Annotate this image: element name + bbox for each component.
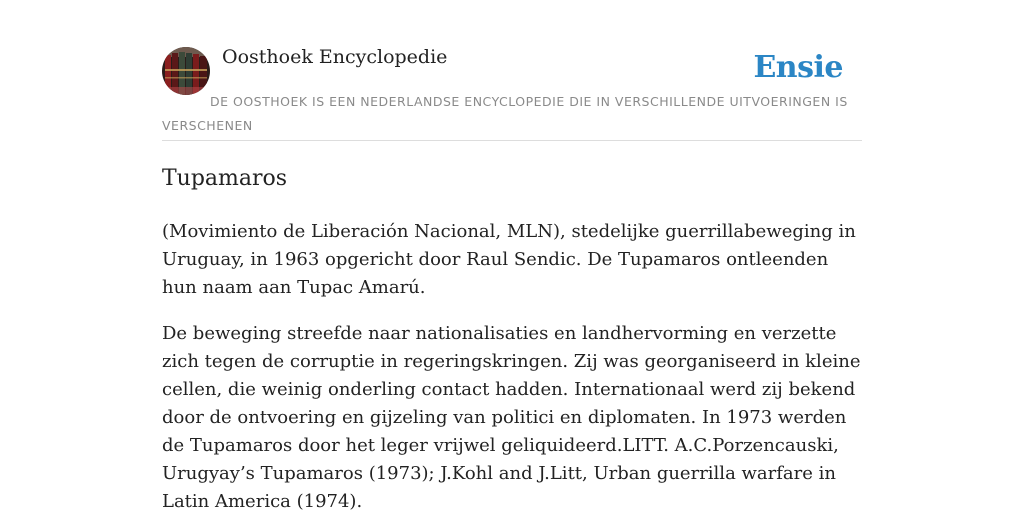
source-header: [162, 44, 862, 141]
article: [162, 162, 867, 512]
source-tagline: DE OOSTHOEK IS EEN NEDERLANDSE ENCYCLOPEDIE DIE IN VERSCHILLENDE UITVOERINGEN IS VERSCHENEN: [162, 94, 848, 133]
article-title: Tupamaros: [162, 166, 288, 191]
ensie-logo[interactable]: Ensie: [753, 50, 843, 85]
article-paragraph: De beweging streefde naar nationalisaties en landhervorming en verzette zich tegen de corruptie in regeringskringen. Zij was georganiseerd in kleine cellen, die weinig onderling contact hadden. Internationaal werd zij bekend door de ontvoering en gijzeling van politici en diplomaten. In 1973 werden de Tupamaros door het leger vrijwel geliquideerd.LITT. A.C.Porzencauski, Urugyay’s Tupamaros (1973); J.Kohl and J.Litt, Urban guerrilla warfare in Latin America (1974).: [162, 323, 861, 512]
source-title[interactable]: Oosthoek Encyclopedie: [222, 46, 448, 68]
article-paragraph: (Movimiento de Liberación Nacional, MLN), stedelijke guerrillabeweging in Uruguay, in 1963 opgericht door Raul Sendic. De Tupamaros ontleenden hun naam aan Tupac Amarú.: [162, 221, 856, 298]
encyclopedia-books-icon[interactable]: [162, 47, 210, 95]
